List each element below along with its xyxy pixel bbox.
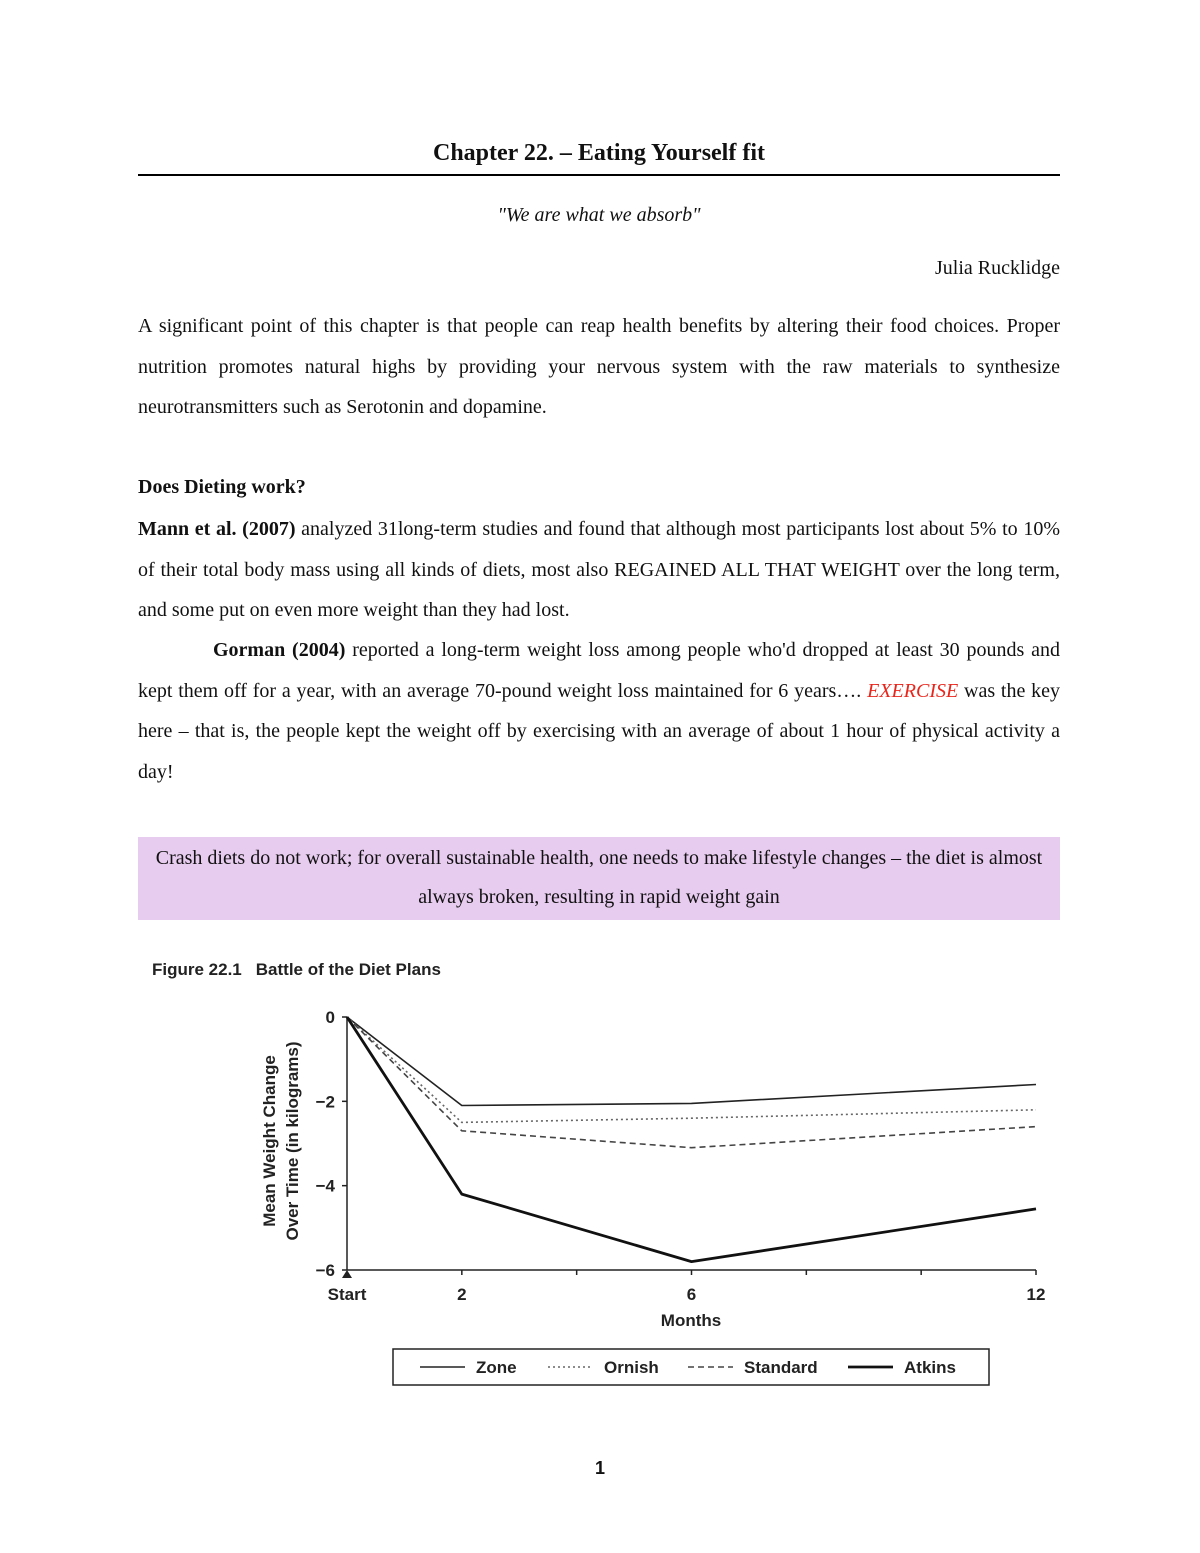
mann-text: analyzed 31long-term studies and found that although most participants lost about 5% to 10% of their total body mass using all kinds of diets, most also REGAINED ALL THAT WEIGHT over the long term, and some put on even more weight than they had lost. (138, 518, 1060, 621)
y-tick-label: −6 (315, 1261, 335, 1280)
y-axis-title-line2: Over Time (in kilograms) (283, 1041, 302, 1241)
series-line-ornish (347, 1017, 1036, 1122)
x-tick-label: 6 (686, 1285, 697, 1304)
y-tick-label: −2 (315, 1092, 335, 1112)
legend-label-zone: Zone (476, 1358, 517, 1377)
legend-label-standard: Standard (744, 1358, 818, 1377)
epigraph-author: Julia Rucklidge (935, 257, 1060, 279)
intro-paragraph: A significant point of this chapter is that people can reap health benefits by altering their food choices. Proper nutrition promotes natural highs by providing your nervous system with the raw materials to synthesize neurotransmitters such as Serotonin and dopamine. (138, 315, 1060, 418)
y-axis-title-line1: Mean Weight Change (260, 1055, 279, 1227)
y-tick-label: −4 (315, 1176, 335, 1196)
callout-box: Crash diets do not work; for overall sustainable health, one needs to make lifestyle changes – the diet is almost always broken, resulting in rapid weight gain (138, 837, 1060, 920)
figure-caption: Battle of the Diet Plans (255, 960, 441, 979)
x-tick-label: 12 (1026, 1285, 1046, 1304)
legend-label-atkins: Atkins (904, 1358, 956, 1377)
series-line-standard (347, 1017, 1036, 1148)
gorman-text: reported a long-term weight loss among people who'd dropped at least 30 pounds and kept them off for a year, with an average 70-pound weight loss maintained for 6 years…. (138, 639, 1060, 702)
section-heading: Does Dieting work? (138, 476, 306, 498)
mann-citation: Mann et al. (2007) (138, 518, 296, 540)
figure-number: Figure 22.1 (152, 960, 242, 979)
exercise-emphasis: EXERCISE (867, 679, 959, 702)
page-title: Chapter 22. – Eating Yourself fit (433, 140, 765, 166)
x-axis-title: Months (660, 1311, 722, 1330)
gorman-tail: was the key here – that is, the people kept the weight off by exercising with an average of about 1 hour of physical activity a day! (138, 679, 1061, 783)
start-arrow-icon (342, 1270, 352, 1278)
legend-label-ornish: Ornish (604, 1358, 659, 1377)
x-tick-label: Start (327, 1285, 367, 1304)
x-tick-label: 2 (457, 1285, 467, 1304)
epigraph-quote: "We are what we absorb" (497, 204, 701, 226)
y-tick-label: 0 (325, 1008, 335, 1027)
page-number: 1 (594, 1458, 605, 1478)
series-line-atkins (347, 1017, 1036, 1262)
gorman-citation: Gorman (2004) (213, 639, 346, 661)
series-line-zone (347, 1017, 1036, 1106)
